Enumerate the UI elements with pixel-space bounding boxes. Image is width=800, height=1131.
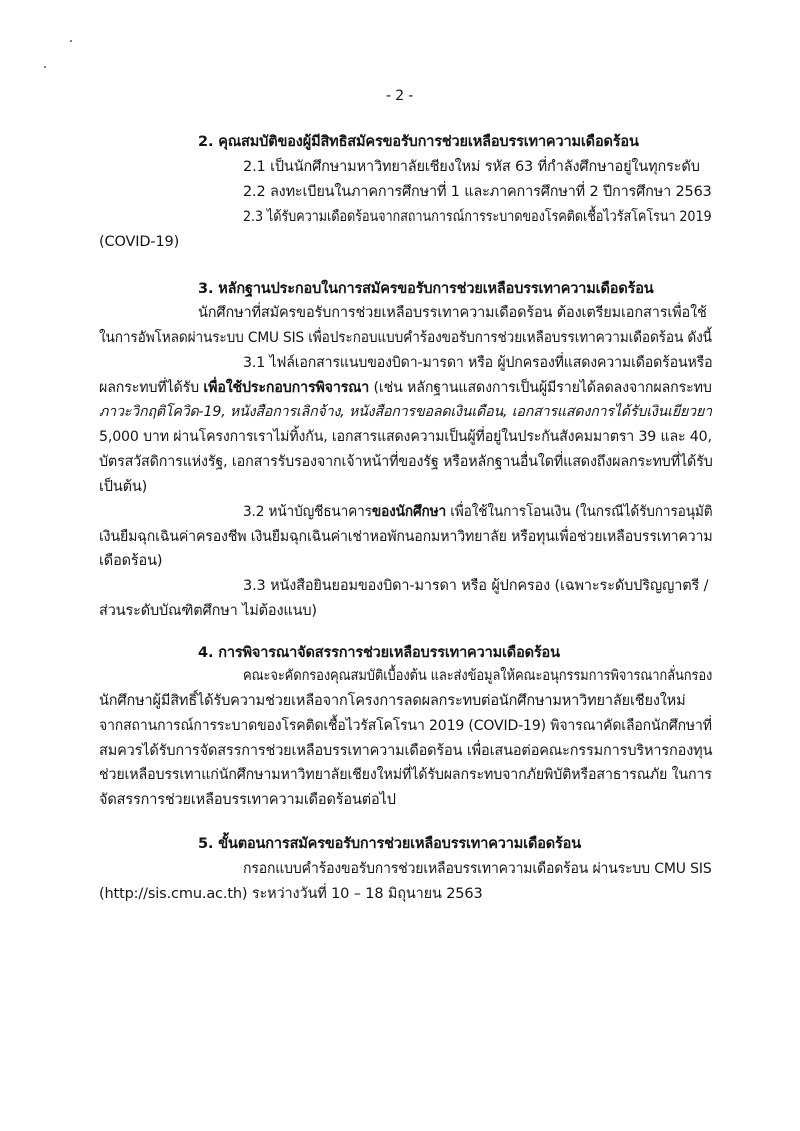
section-2-item: 2.3 ได้รับความเดือดร้อนจากสถานการณ์การระบาดของโรคติดเชื้อไวรัสโคโรนา 2019 <box>243 209 712 225</box>
section-3-heading: 3. หลักฐานประกอบในการสมัครขอรับการช่วยเหลือบรรเทาความเดือดร้อน <box>198 281 654 297</box>
section-3-item-1-line: 5,000 บาท ผ่านโครงการเราไม่ทิ้งกัน, เอกสารแสดงความเป็นผู้ที่อยู่ในประกันสังคมมาตรา 39 และ 40, <box>99 429 712 445</box>
section-3-item-2-line <box>243 502 713 522</box>
page-number: - 2 - <box>386 88 414 104</box>
section-3-item-1-line: ภาวะวิกฤติโควิด-19, หนังสือการเลิกจ้าง, หนังสือการขอลดเงินเดือน, เอกสารแสดงการได้รับเงินเยียวยา <box>99 404 712 420</box>
text-run: เพื่อใช้ในการโอนเงิน (ในกรณีได้รับการอนุมัติ <box>446 504 713 520</box>
section-4-line: ช่วยเหลือบรรเทาแก่นักศึกษามหาวิทยาลัยเชียงใหม่ที่ได้รับผลกระทบจากภัยพิบัติหรือสาธารณภัย ในการ <box>99 767 712 783</box>
scan-speck <box>70 40 72 42</box>
text-run: (เช่น หลักฐานแสดงการเป็นผู้มีรายได้ลดลงจากผลกระทบ <box>369 380 712 396</box>
scan-speck <box>44 66 46 68</box>
section-5-line: (http://sis.cmu.ac.th) ระหว่างวันที่ 10 – 18 มิถุนายน 2563 <box>99 886 483 902</box>
section-2-item: 2.2 ลงทะเบียนในภาคการศึกษาที่ 1 และภาคการศึกษาที่ 2 ปีการศึกษา 2563 <box>243 184 712 200</box>
section-4-line: จากสถานการณ์การระบาดของโรคติดเชื้อไวรัสโคโรนา 2019 (COVID-19) พิจารณาคัดเลือกนักศึกษาที่ <box>99 718 712 734</box>
section-5-heading: 5. ขั้นตอนการสมัครขอรับการช่วยเหลือบรรเทาความเดือดร้อน <box>198 836 582 852</box>
text-run: ผลกระทบที่ได้รับ <box>99 380 204 396</box>
section-3-item-1-line: เป็นต้น) <box>99 479 148 495</box>
section-2-item: 2.1 เป็นนักศึกษามหาวิทยาลัยเชียงใหม่ รหัส 63 ที่กำลังศึกษาอยู่ในทุกระดับ <box>243 159 700 175</box>
section-3-item-1-line: 3.1 ไฟล์เอกสารแนบของบิดา-มารดา หรือ ผู้ปกครองที่แสดงความเดือดร้อนหรือ <box>243 355 713 371</box>
section-4-line: คณะจะคัดกรองคุณสมบัติเบื้องต้น และส่งข้อมูลให้คณะอนุกรรมการพิจารณากลั่นกรอง <box>243 668 713 684</box>
section-3-item-3-line: ส่วนระดับบัณฑิตศึกษา ไม่ต้องแนบ) <box>99 603 317 619</box>
section-5-line: กรอกแบบคำร้องขอรับการช่วยเหลือบรรเทาความเดือดร้อน ผ่านระบบ CMU SIS <box>243 861 712 877</box>
section-3-intro-line: ในการอัพโหลดผ่านระบบ CMU SIS เพื่อประกอบแบบคำร้องขอรับการช่วยเหลือบรรเทาความเดือดร้อน ดังนี้ <box>99 330 712 346</box>
section-4-line: นักศึกษาผู้มีสิทธิ์ได้รับความช่วยเหลือจากโครงการลดผลกระทบต่อนักศึกษามหาวิทยาลัยเชียงใหม่ <box>99 693 686 709</box>
section-2-item-continuation: (COVID-19) <box>99 234 180 250</box>
bold-text-run: ของนักศึกษา <box>371 504 447 520</box>
section-3-item-2-line: เดือดร้อน) <box>99 553 163 569</box>
section-4-line: สมควรได้รับการจัดสรรการช่วยเหลือบรรเทาความเดือดร้อน เพื่อเสนอต่อคณะกรรมการบริหารกองทุน <box>99 743 713 759</box>
text-run: 3.2 หน้าบัญชีธนาคาร <box>243 504 372 520</box>
section-3-item-1-line: บัตรสวัสดิการแห่งรัฐ, เอกสารรับรองจากเจ้าหน้าที่ของรัฐ หรือหลักฐานอื่นใดที่แสดงถึงผลกระทบที่ได้รับ <box>99 454 713 470</box>
section-3-intro-line: นักศึกษาที่สมัครขอรับการช่วยเหลือบรรเทาความเดือดร้อน ต้องเตรียมเอกสารเพื่อใช้ <box>198 305 707 321</box>
bold-text-run: เพื่อใช้ประกอบการพิจารณา <box>203 380 370 396</box>
section-3-item-1-line <box>99 378 712 398</box>
section-4-line: จัดสรรการช่วยเหลือบรรเทาความเดือดร้อนต่อไป <box>99 792 396 808</box>
section-3-item-2-line: เงินยืมฉุกเฉินค่าครองชีพ เงินยืมฉุกเฉินค่าเช่าหอพักนอกมหาวิทยาลัย หรือทุนเพื่อช่วยเหลือบรรเทาความ <box>99 529 713 545</box>
section-3-item-3-line: 3.3 หนังสือยินยอมของบิดา-มารดา หรือ ผู้ปกครอง (เฉพาะระดับปริญญาตรี / <box>243 578 709 594</box>
section-2-heading: 2. คุณสมบัติของผู้มีสิทธิสมัครขอรับการช่วยเหลือบรรเทาความเดือดร้อน <box>198 134 639 150</box>
section-4-heading: 4. การพิจารณาจัดสรรการช่วยเหลือบรรเทาความเดือดร้อน <box>198 645 560 661</box>
